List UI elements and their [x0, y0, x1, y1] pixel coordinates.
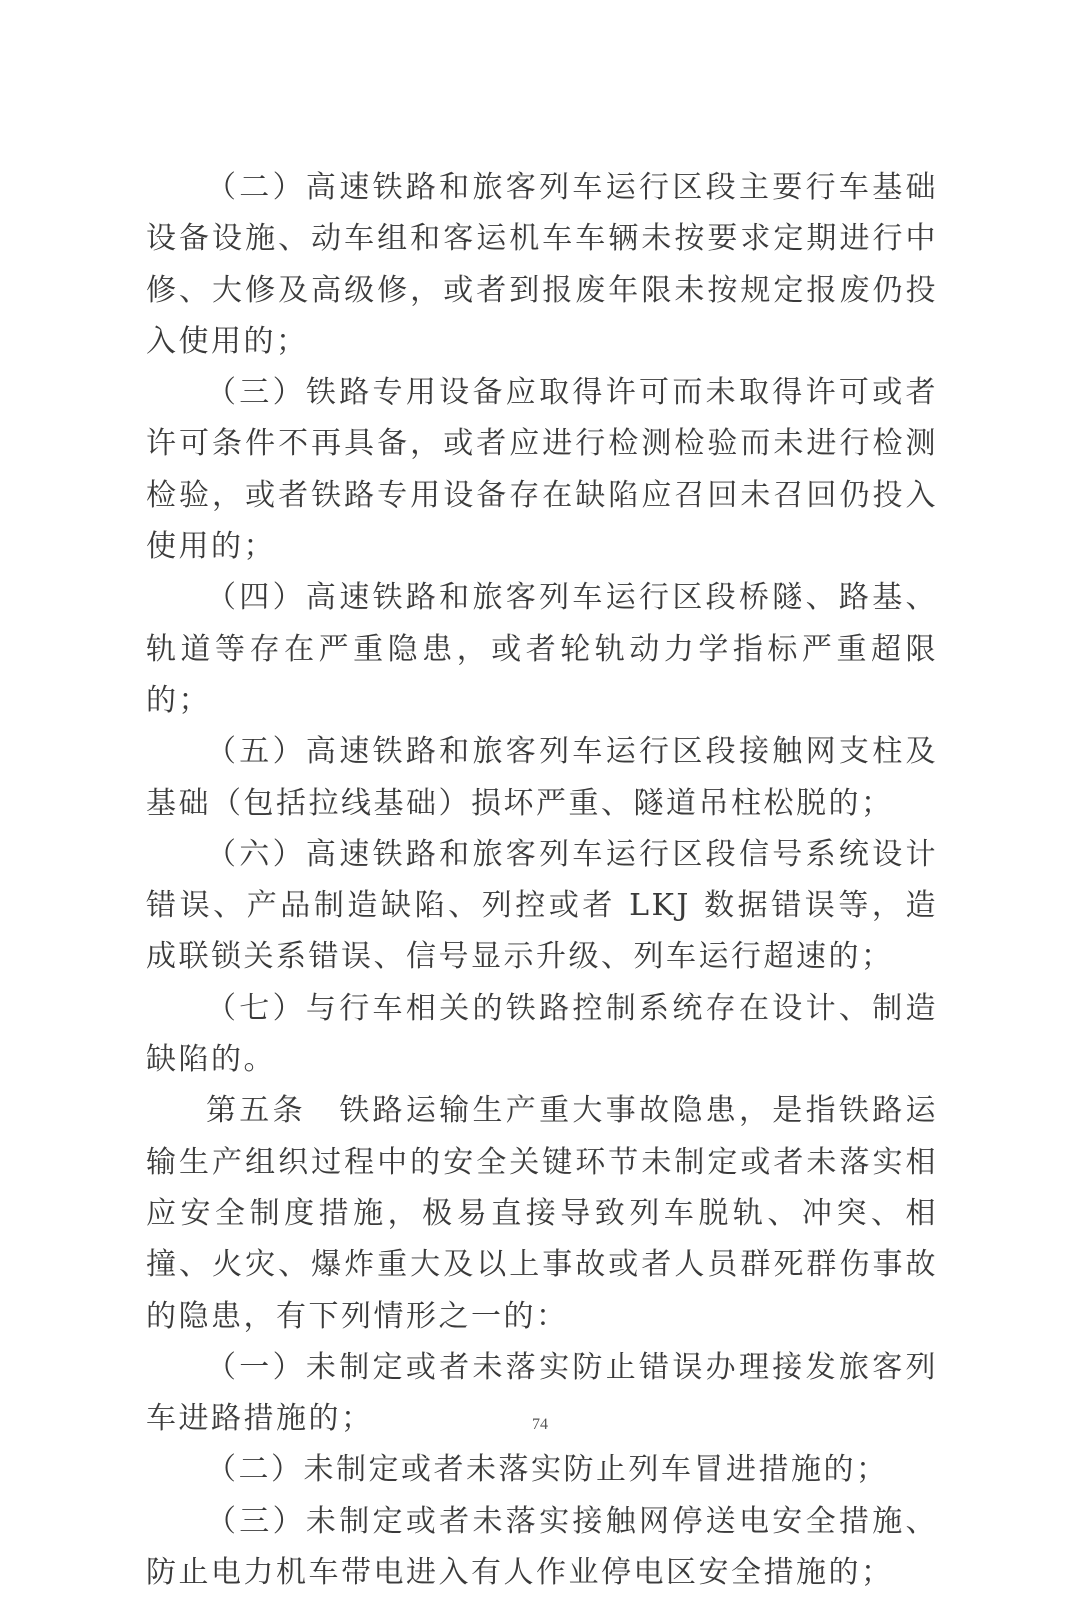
paragraph-item-4: （四）高速铁路和旅客列车运行区段桥隧、路基、轨道等存在严重隐患，或者轮轨动力学指标严重超限的；	[146, 580, 938, 718]
article-5-item-3: （三）未制定或者未落实接触网停送电安全措施、防止电力机车带电进入有人作业停电区安全措施的；	[146, 1503, 938, 1591]
paragraph-item-7: （七）与行车相关的铁路控制系统存在设计、制造缺陷的。	[146, 990, 938, 1078]
article-5-item-2: （二）未制定或者未落实防止列车冒进措施的；	[206, 1452, 889, 1488]
page-number: 74	[532, 1416, 548, 1433]
article-5-item-1: （一）未制定或者未落实防止错误办理接发旅客列车进路措施的；	[146, 1349, 938, 1437]
paragraph-item-3: （三）铁路专用设备应取得许可而未取得许可或者许可条件不再具备，或者应进行检测检验而未进行检测检验，或者铁路专用设备存在缺陷应召回未召回仍投入使用的；	[146, 375, 938, 565]
paragraph-item-2: （二）高速铁路和旅客列车运行区段主要行车基础设备设施、动车组和客运机车车辆未按要求定期进行中修、大修及高级修，或者到报废年限未按规定报废仍投入使用的；	[146, 170, 938, 359]
paragraph-item-5: （五）高速铁路和旅客列车运行区段接触网支柱及基础（包括拉线基础）损坏严重、隧道吊柱松脱的；	[146, 734, 938, 821]
document-body	[146, 162, 938, 1598]
article-5-paragraph: 第五条 铁路运输生产重大事故隐患，是指铁路运输生产组织过程中的安全关键环节未制定或者未落实相应安全制度措施，极易直接导致列车脱轨、冲突、相撞、火灾、爆炸重大及以上事故或者人员群死群伤事故的隐患，有下列情形之一的：	[146, 1093, 938, 1334]
paragraph-item-6: （六）高速铁路和旅客列车运行区段信号系统设计错误、产品制造缺陷、列控或者 LKJ 数据错误等，造成联锁关系错误、信号显示升级、列车运行超速的；	[146, 836, 938, 975]
